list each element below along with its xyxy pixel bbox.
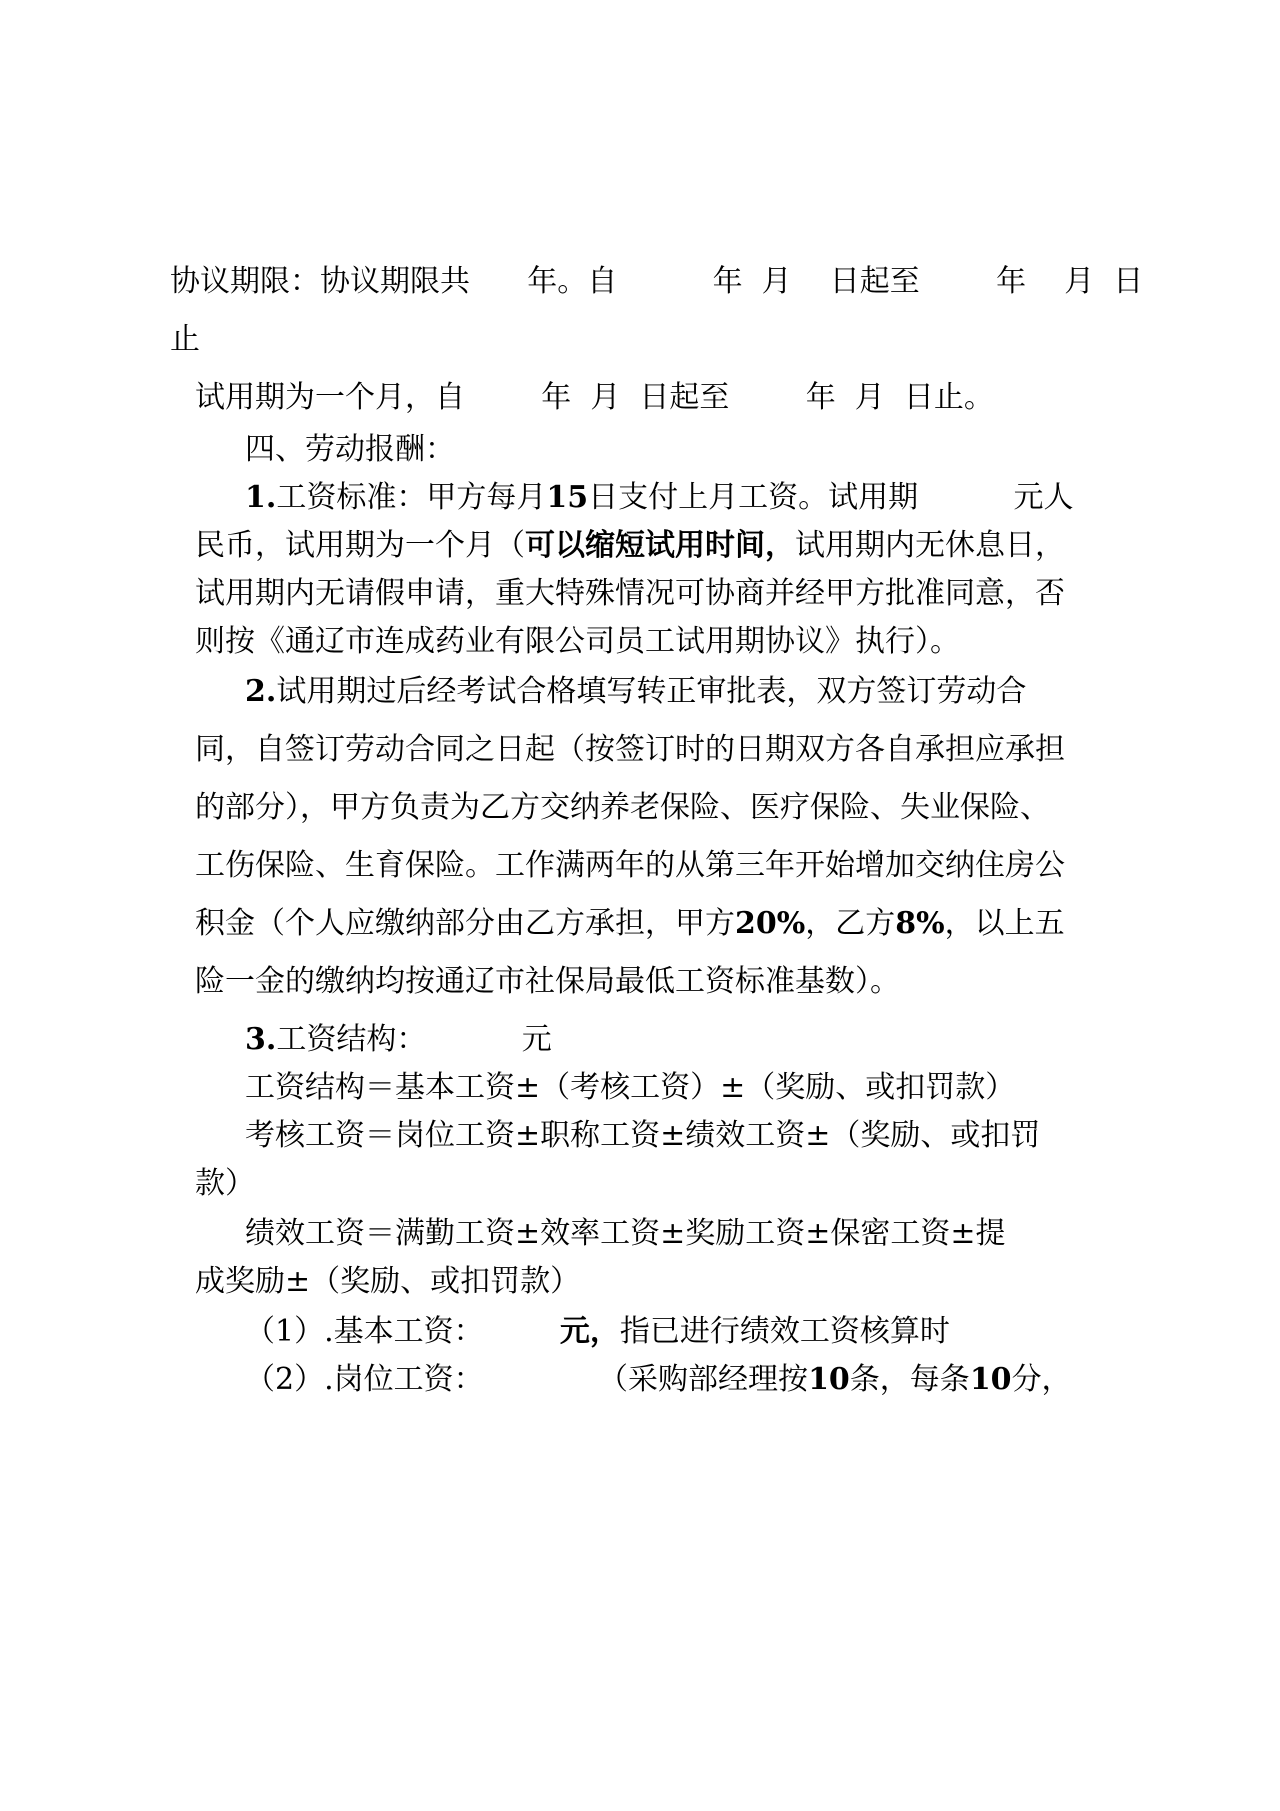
sub1-text-a: （1）.基本工资： — [245, 1314, 560, 1349]
formula1-line — [245, 1068, 1015, 1108]
item1-l4-text: 则按《通辽市连成药业有限公司员工试用期协议》执行）。 — [195, 624, 960, 659]
formula2-line2 — [195, 1164, 255, 1204]
item2-l5-text-b: ，乙方 — [805, 906, 896, 941]
item2-line6 — [195, 962, 900, 1002]
item2-line4 — [195, 846, 1065, 886]
item1-l2-text-b: 试用期内无休息日， — [795, 528, 1065, 563]
term-end-text: 止 — [170, 322, 200, 357]
item1-l2-bold-text: 可以缩短试用时间， — [525, 528, 795, 563]
item2-line3 — [195, 788, 1050, 828]
sub2-text-c: 分， — [1011, 1362, 1072, 1397]
sub1-line — [245, 1312, 950, 1352]
item1-text-a: 工资标准：甲方每月 — [276, 480, 547, 515]
item2-l1-text: 试用期过后经考试合格填写转正审批表，双方签订劳动合 — [276, 674, 1027, 709]
term-end-line — [170, 320, 200, 360]
probation-line — [195, 378, 994, 418]
item3-number: 3. — [245, 1022, 277, 1057]
item2-l2-text: 同，自签订劳动合同之日起（按签订时的日期双方各自承担应承担 — [195, 732, 1065, 767]
sub2-line — [245, 1360, 1072, 1400]
item3-line1 — [245, 1020, 552, 1060]
sub2-text-b: 条，每条 — [849, 1362, 970, 1397]
sub2-score-number: 10 — [969, 1362, 1012, 1397]
item1-number: 1. — [245, 480, 277, 515]
item2-line1 — [245, 672, 1026, 712]
item2-number: 2. — [245, 674, 277, 709]
sub1-bold-text: 元， — [559, 1314, 620, 1349]
item1-l3-text: 试用期内无请假申请，重大特殊情况可协商并经甲方批准同意，否 — [195, 576, 1065, 611]
sub1-text-b: 指已进行绩效工资核算时 — [619, 1314, 950, 1349]
formula2-l2-text: 款） — [195, 1166, 255, 1201]
term-line — [170, 262, 1143, 302]
item3-text: 工资结构： 元 — [276, 1022, 552, 1057]
item1-text-b: 日支付上月工资。试用期 元人 — [588, 480, 1074, 515]
item2-l5-text-c: ，以上五 — [944, 906, 1065, 941]
item1-line3 — [195, 574, 1065, 614]
item2-l5-text-a: 积金（个人应缴纳部分由乙方承担，甲方 — [195, 906, 735, 941]
item1-line4 — [195, 622, 960, 662]
section4-text: 四、劳动报酬： — [245, 432, 455, 467]
formula1-text: 工资结构＝基本工资±（考核工资）±（奖励、或扣罚款） — [245, 1070, 1016, 1105]
section4-heading — [245, 430, 455, 470]
item2-l6-text: 险一金的缴纳均按通辽市社保局最低工资标准基数）。 — [195, 964, 900, 999]
item1-day-number: 15 — [546, 480, 589, 515]
sub2-count-number: 10 — [808, 1362, 850, 1397]
sub2-text-a: （2）.岗位工资： （采购部经理按 — [245, 1362, 809, 1397]
formula3-line2 — [195, 1262, 580, 1302]
item2-pct-employee: 8% — [895, 906, 945, 941]
item2-line2 — [195, 730, 1065, 770]
formula3-line1 — [245, 1214, 1006, 1254]
formula2-l1-text: 考核工资＝岗位工资±职称工资±绩效工资±（奖励、或扣罚 — [245, 1118, 1041, 1153]
formula3-l2-text: 成奖励±（奖励、或扣罚款） — [195, 1264, 581, 1299]
item1-line2 — [195, 526, 1065, 566]
item1-l2-text-a: 民币，试用期为一个月（ — [195, 528, 525, 563]
item2-l3-text: 的部分），甲方负责为乙方交纳养老保险、医疗保险、失业保险、 — [195, 790, 1050, 825]
item2-l4-text: 工伤保险、生育保险。工作满两年的从第三年开始增加交纳住房公 — [195, 848, 1065, 883]
term-text: 协议期限：协议期限共 年。自 年 月 日起至 年 月 日 — [170, 264, 1144, 299]
formula2-line1 — [245, 1116, 1040, 1156]
item1-line1 — [245, 478, 1073, 518]
item2-pct-employer: 20% — [735, 906, 806, 941]
item2-line5 — [195, 904, 1065, 944]
formula3-l1-text: 绩效工资＝满勤工资±效率工资±奖励工资±保密工资±提 — [245, 1216, 1006, 1251]
probation-text: 试用期为一个月，自 年 月 日起至 年 月 日止。 — [195, 380, 994, 415]
